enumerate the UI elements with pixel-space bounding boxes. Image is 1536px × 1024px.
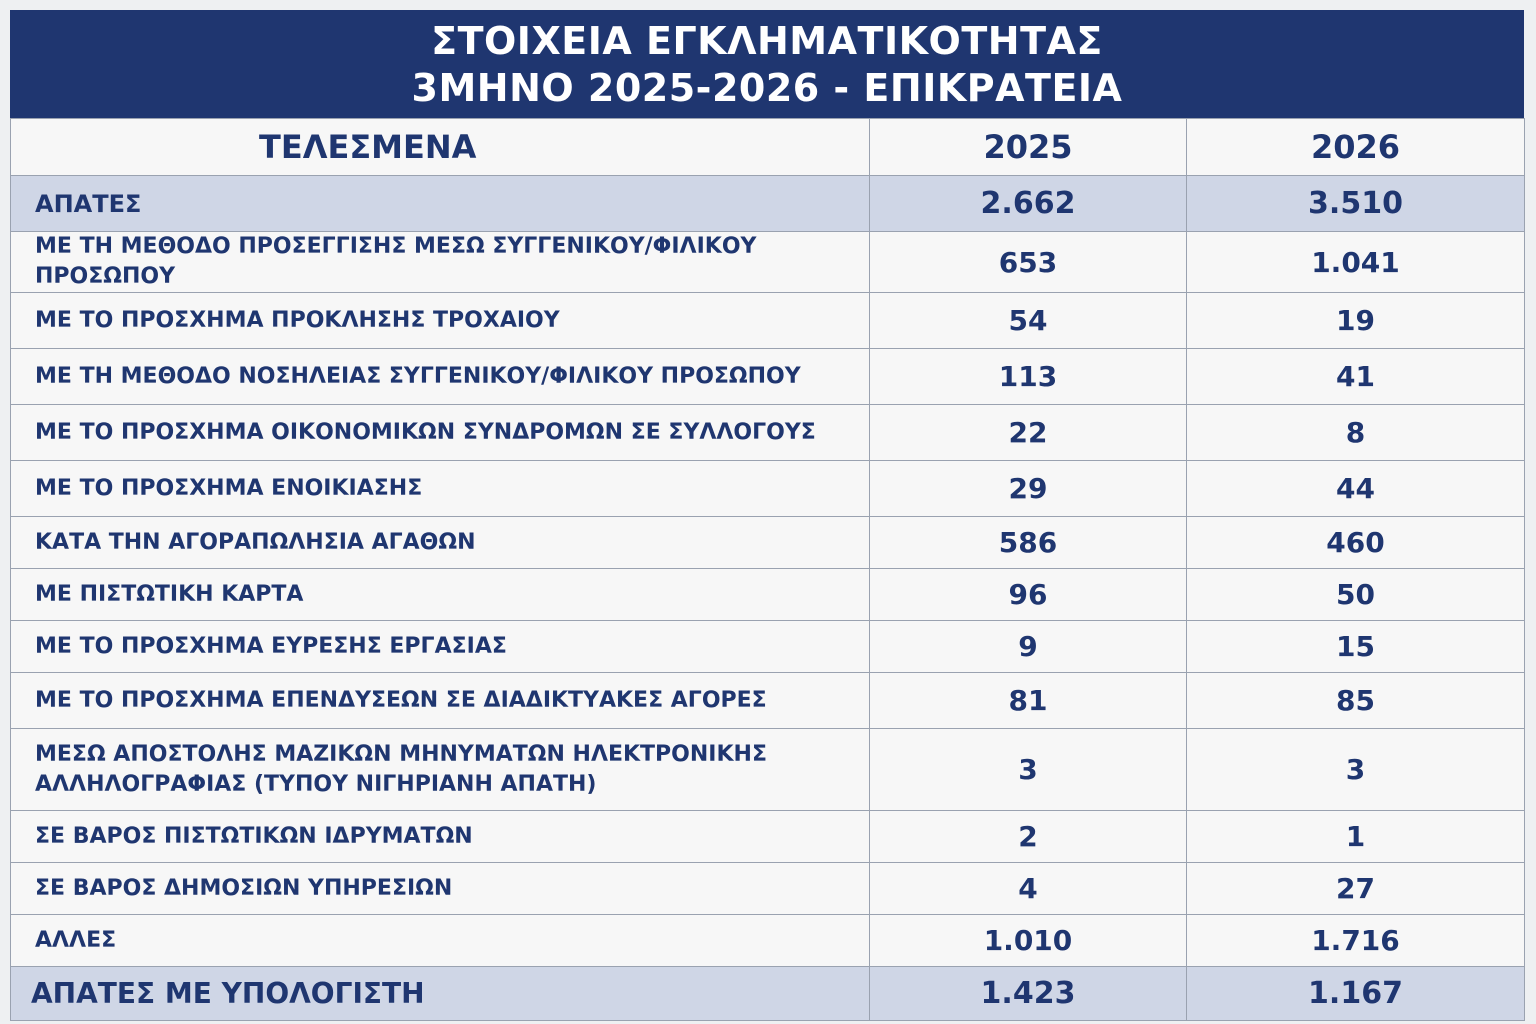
crime-statistics-table <box>10 118 1525 1021</box>
row-value-2026: 8 <box>1187 405 1525 461</box>
table-row <box>11 811 1525 863</box>
row-label: ΑΛΛΕΣ <box>11 915 870 967</box>
row-value-2026: 1.041 <box>1187 232 1525 293</box>
row-label: ΜΕ ΤΗ ΜΕΘΟΔΟ ΠΡΟΣΕΓΓΙΣΗΣ ΜΕΣΩ ΣΥΓΓΕΝΙΚΟΥ/ΦΙΛΙΚΟΥ ΠΡΟΣΩΠΟΥ <box>11 232 870 293</box>
row-value-2026: 44 <box>1187 461 1525 517</box>
row-value-2026: 3 <box>1187 729 1525 811</box>
header-year-2026: 2026 <box>1187 119 1525 176</box>
row-value-2025: 9 <box>870 621 1187 673</box>
table-row <box>11 729 1525 811</box>
row-label: ΜΕ ΠΙΣΤΩΤΙΚΗ ΚΑΡΤΑ <box>11 569 870 621</box>
row-value-2026: 1.716 <box>1187 915 1525 967</box>
row-value-2026: 50 <box>1187 569 1525 621</box>
row-value-2026: 19 <box>1187 293 1525 349</box>
row-value-2026: 460 <box>1187 517 1525 569</box>
row-value-2026: 15 <box>1187 621 1525 673</box>
row-value-2025: 2.662 <box>870 176 1187 232</box>
row-value-2025: 96 <box>870 569 1187 621</box>
row-value-2026: 27 <box>1187 863 1525 915</box>
row-value-2026: 41 <box>1187 349 1525 405</box>
row-value-2025: 3 <box>870 729 1187 811</box>
row-value-2025: 22 <box>870 405 1187 461</box>
table-row <box>11 232 1525 293</box>
row-value-2026: 1 <box>1187 811 1525 863</box>
row-value-2025: 29 <box>870 461 1187 517</box>
row-value-2025: 81 <box>870 673 1187 729</box>
row-label: ΣΕ ΒΑΡΟΣ ΔΗΜΟΣΙΩΝ ΥΠΗΡΕΣΙΩΝ <box>11 863 870 915</box>
header-label: ΤΕΛΕΣΜΕΝΑ <box>11 119 870 176</box>
table-row <box>11 915 1525 967</box>
row-label: ΑΠΑΤΕΣ ΜΕ ΥΠΟΛΟΓΙΣΤΗ <box>11 967 870 1021</box>
row-value-2025: 54 <box>870 293 1187 349</box>
row-label: ΜΕ ΤΟ ΠΡΟΣΧΗΜΑ ΟΙΚΟΝΟΜΙΚΩΝ ΣΥΝΔΡΟΜΩΝ ΣΕ ΣΥΛΛΟΓΟΥΣ <box>11 405 870 461</box>
table-row <box>11 569 1525 621</box>
row-value-2026: 1.167 <box>1187 967 1525 1021</box>
table-row <box>11 293 1525 349</box>
row-value-2025: 4 <box>870 863 1187 915</box>
row-label: ΜΕ ΤΟ ΠΡΟΣΧΗΜΑ ΕΥΡΕΣΗΣ ΕΡΓΑΣΙΑΣ <box>11 621 870 673</box>
row-value-2025: 1.010 <box>870 915 1187 967</box>
row-value-2025: 653 <box>870 232 1187 293</box>
row-label: ΜΕ ΤΟ ΠΡΟΣΧΗΜΑ ΕΠΕΝΔΥΣΕΩΝ ΣΕ ΔΙΑΔΙΚΤΥΑΚΕΣ ΑΓΟΡΕΣ <box>11 673 870 729</box>
row-label: ΚΑΤΑ ΤΗΝ ΑΓΟΡΑΠΩΛΗΣΙΑ ΑΓΑΘΩΝ <box>11 517 870 569</box>
row-label: ΜΕ ΤΟ ΠΡΟΣΧΗΜΑ ΠΡΟΚΛΗΣΗΣ ΤΡΟΧΑΙΟΥ <box>11 293 870 349</box>
title-line-1: ΣΤΟΙΧΕΙΑ ΕΓΚΛΗΜΑΤΙΚΟΤΗΤΑΣ <box>431 19 1103 63</box>
row-label <box>11 729 870 811</box>
row-label: ΑΠΑΤΕΣ <box>11 176 870 232</box>
statistics-panel <box>10 10 1524 1011</box>
table-row <box>11 517 1525 569</box>
row-value-2026: 85 <box>1187 673 1525 729</box>
row-value-2025: 2 <box>870 811 1187 863</box>
title-line-2: 3ΜΗΝΟ 2025-2026 - ΕΠΙΚΡΑΤΕΙΑ <box>411 66 1123 110</box>
table-row <box>11 349 1525 405</box>
header-year-2025: 2025 <box>870 119 1187 176</box>
row-value-2025: 113 <box>870 349 1187 405</box>
row-label-line-1: ΜΕΣΩ ΑΠΟΣΤΟΛΗΣ ΜΑΖΙΚΩΝ ΜΗΝΥΜΑΤΩΝ ΗΛΕΚΤΡΟΝΙΚΗΣ <box>35 741 767 767</box>
table-row-computer-fraud <box>11 967 1525 1021</box>
table-row <box>11 405 1525 461</box>
title-banner <box>10 10 1524 118</box>
table-row-total-fraud <box>11 176 1525 232</box>
row-label-line-2: ΑΛΛΗΛΟΓΡΑΦΙΑΣ (ΤΥΠΟΥ ΝΙΓΗΡΙΑΝΗ ΑΠΑΤΗ) <box>35 771 597 797</box>
table-header-row <box>11 119 1525 176</box>
row-value-2025: 586 <box>870 517 1187 569</box>
row-label: ΣΕ ΒΑΡΟΣ ΠΙΣΤΩΤΙΚΩΝ ΙΔΡΥΜΑΤΩΝ <box>11 811 870 863</box>
row-value-2025: 1.423 <box>870 967 1187 1021</box>
row-label: ΜΕ ΤΗ ΜΕΘΟΔΟ ΝΟΣΗΛΕΙΑΣ ΣΥΓΓΕΝΙΚΟΥ/ΦΙΛΙΚΟΥ ΠΡΟΣΩΠΟΥ <box>11 349 870 405</box>
row-value-2026: 3.510 <box>1187 176 1525 232</box>
row-label: ΜΕ ΤΟ ΠΡΟΣΧΗΜΑ ΕΝΟΙΚΙΑΣΗΣ <box>11 461 870 517</box>
table-row <box>11 673 1525 729</box>
table-row <box>11 863 1525 915</box>
table-row <box>11 621 1525 673</box>
table-row <box>11 461 1525 517</box>
